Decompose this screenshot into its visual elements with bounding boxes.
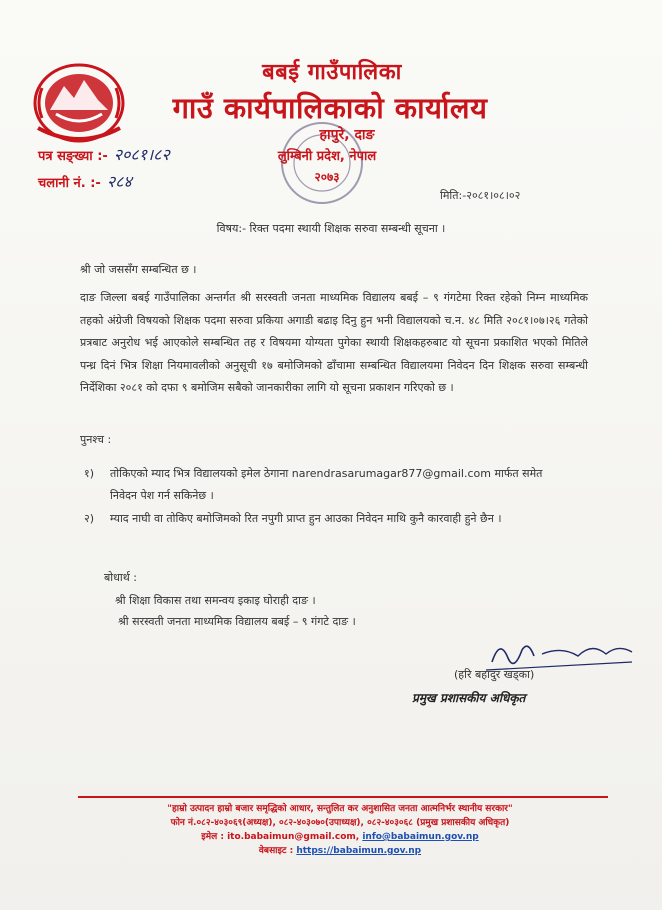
footer-divider: [78, 796, 608, 798]
bodharth-heading: बोधार्थ :: [104, 571, 137, 584]
cc-item: श्री शिक्षा विकास तथा समन्वय इकाइ घोराही दाङ ।: [115, 594, 316, 607]
note-text: तोकिएको म्याद भित्र विद्यालयको इमेल ठेगाना narendrasarumagar877@gmail.com मार्फत समेत: [110, 467, 543, 480]
website-link[interactable]: https://babaimun.gov.np: [296, 846, 422, 856]
cc-item: श्री सरस्वती जनता माध्यमिक विद्यालय बबई – ९ गंगटे दाङ ।: [118, 615, 356, 628]
note-text: म्याद नाघी वा तोकिए बमोजिमको रित नपुगी प्राप्त हुन आउका निवेदन माथि कुनै कारवाही हुने छैन ।: [110, 512, 502, 525]
letter-date: मिति:-२०८१।०८।०२: [440, 189, 521, 202]
patra-sankhya: [38, 143, 170, 165]
office-place: हापुरे, दाङ: [319, 127, 375, 143]
body-paragraph: दाङ जिल्ला बबई गाउँपालिका अन्तर्गत श्री सरस्वती जनता माध्यमिक विद्यालय बबई – ९ गंगटेमा रिक्त रहेको निम्न माध्यमिक तहको अंग्रेजी विषयको शिक्षक पदमा सरुवा प्रकिया अगाडी बढाइ दिनु हुन भनी विद्यालयको च.न. ४८ मिति २०८१।०७।२६ गतेको प्रत्रबाट अनुरोध भई आएकोले सम्बन्धित तह र विषयमा योग्यता पुगेका स्थायी शिक्षकहरुबाट यो सूचना प्रकाशित भएको मितिले पन्ध्र दिनं भित्र शिक्षा नियमावलीको अनुसूची १७ बमोजिमको ढाँचामा सम्बन्धित विद्यालयमा निवेदन दिन शिक्षक सरुवा सम्बन्धी निर्देशिका २०८१ को दफा ९ बमोजिम सबैको जानकारीका लागि यो सूचना प्रकाशन गरिएको छ ।: [80, 291, 588, 394]
office-title: गाउँ कार्यपालिकाको कार्यालय: [172, 91, 488, 125]
office-province: लुम्बिनी प्रदेश, नेपाल: [277, 149, 377, 164]
chalani-value: २८४: [106, 172, 132, 191]
email-label: इमेल :: [201, 832, 224, 842]
footer-website: [70, 843, 610, 856]
patra-value: २०८१।८२: [113, 145, 170, 164]
note-item: [84, 463, 589, 507]
email-primary: ito.babaimun@gmail.com,: [227, 832, 360, 842]
chalani-number: [38, 170, 132, 192]
letter-subject: विषय:- रिक्त पदमा स्थायी शिक्षक सरुवा सम्बन्धी सूचना ।: [216, 222, 446, 235]
note-number: १): [84, 467, 95, 480]
note-text-cont: निवेदन पेश गर्न सकिनेछ ।: [110, 489, 214, 502]
website-label: वेबसाइट :: [258, 846, 294, 856]
signer-name: (हरि बहादुर खड्का): [454, 668, 535, 681]
footer-email: [70, 829, 610, 842]
note-number: २): [84, 512, 95, 525]
email-secondary[interactable]: info@babaimun.gov.np: [362, 832, 479, 842]
office-year: २०७३: [314, 170, 340, 184]
salutation: श्री जो जससँग सम्बन्धित छ ।: [80, 263, 197, 276]
office-name: बबई गाउँपालिका: [262, 60, 402, 85]
chalani-label: चलानी नं. :-: [38, 176, 101, 191]
signer-title: प्रमुख प्रशासकीय अधिकृत: [412, 691, 526, 705]
nepal-emblem-icon: [28, 58, 130, 148]
patra-label: पत्र सङ्ख्या :-: [38, 149, 108, 164]
punashcha-heading: पुनश्च :: [80, 433, 112, 446]
footer-phone: फोन नं.०८२-४०३०६९(अध्यक्ष), ०८२-४०३०७०(उपाध्यक्ष), ०८२-४०३०६८ (प्रमुख प्रशासकीय अधिकृत): [170, 818, 510, 828]
footer-motto: "हाम्रो उत्पादन हाम्रो बजार समृद्धिको आधार, सन्तुलित कर अनुशासित जनता आत्मनिर्भर स्थानीय सरकार": [167, 804, 513, 814]
note-item: [84, 508, 589, 530]
